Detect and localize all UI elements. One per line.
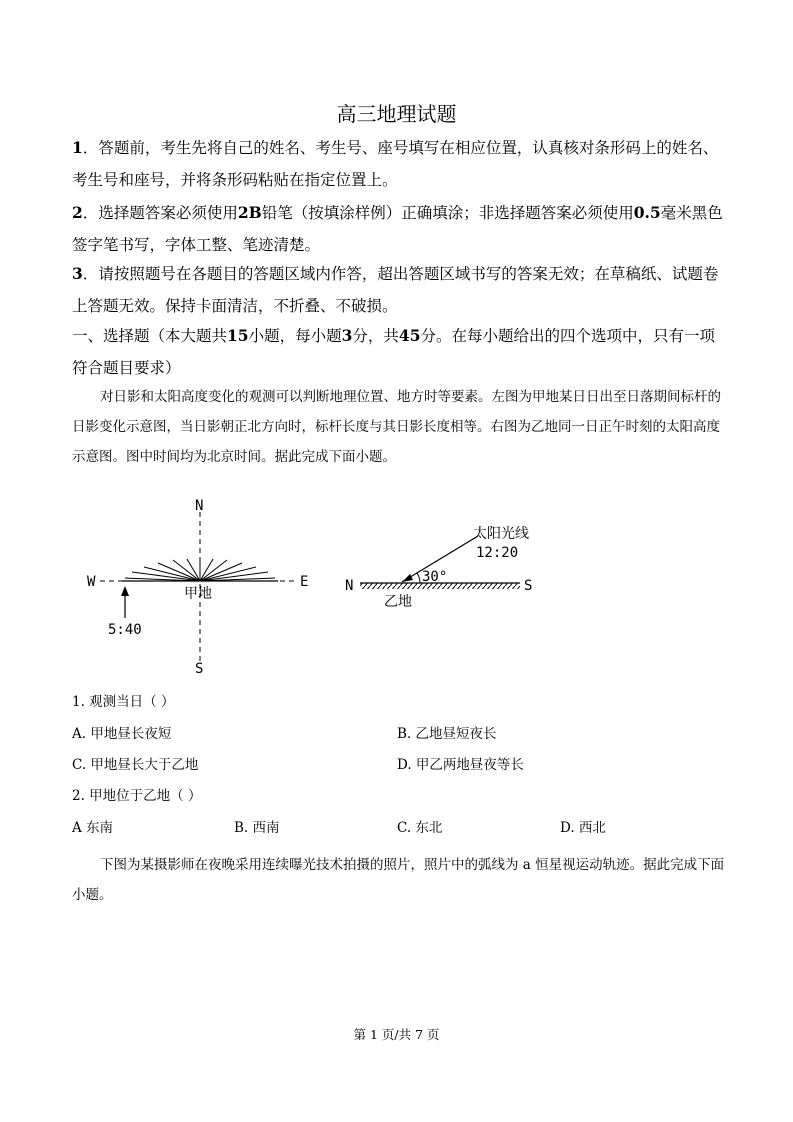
- shadow-lines: [125, 557, 275, 581]
- angle-label: 30°: [422, 569, 448, 585]
- q2-option-c[interactable]: C. 东北: [397, 820, 443, 836]
- sunrise-time: 5:40: [108, 622, 142, 638]
- q2-option-a[interactable]: A 东南: [72, 820, 114, 836]
- noon-time: 12:20: [476, 545, 519, 561]
- ray-label: 太阳光线: [473, 526, 529, 542]
- arrow-head-icon: [121, 586, 129, 596]
- rule-text: 请按照题号在各题目的答题区域内作答，超出答题区域书写的答案无效；在草稿纸、试题卷上答题无效。保持卡面清洁，不折叠、不破损。: [72, 265, 719, 315]
- q2-option-d[interactable]: D. 西北: [560, 820, 606, 836]
- north-label: N: [345, 578, 354, 594]
- shadow-diagram: [70, 490, 340, 680]
- south-label: S: [195, 661, 204, 677]
- place-label-jia: 甲地: [184, 586, 212, 602]
- rule-number: 1: [72, 138, 83, 157]
- section-heading: 一、选择题（本大题共15小题，每小题3分，共45分。在每小题给出的四个选项中，只有一项符合题目要求）: [72, 326, 716, 377]
- rule-3: 3．请按照题号在各题目的答题区域内作答，超出答题区域书写的答案无效；在草稿纸、试题卷上答题无效。保持卡面清洁，不折叠、不破损。: [72, 264, 719, 315]
- ray-arrow-icon: [402, 574, 413, 582]
- rule-emphasis: 0.5: [633, 203, 661, 222]
- east-label: E: [300, 574, 309, 590]
- question-2-stem: 2. 甲地位于乙地（ ）: [72, 788, 202, 804]
- south-label: S: [524, 578, 533, 594]
- page-footer: 第 1 页/共 7 页: [353, 1027, 440, 1042]
- west-label: W: [87, 574, 96, 590]
- q1-option-a[interactable]: A. 甲地昼长夜短: [72, 726, 172, 742]
- angle-arc: [417, 573, 420, 583]
- rule-text: 毫米黑色签字笔书写，字体工整、笔迹清楚。: [72, 204, 723, 254]
- question-1-stem: 1. 观测当日（ ）: [72, 694, 175, 710]
- rule-number: 2: [72, 203, 83, 222]
- q1-option-c[interactable]: C. 甲地昼长大于乙地: [72, 757, 199, 773]
- rule-emphasis: 2B: [237, 203, 262, 222]
- place-label-yi: 乙地: [384, 594, 412, 610]
- question-intro-1: 对日影和太阳高度变化的观测可以判断地理位置、地方时等要素。左图为甲地某日日出至日落期间标杆的日影变化示意图，当日影朝正北方向时，标杆长度与其日影长度相等。右图为乙地同一日正午时刻的太阳高度示意图。图中时间均为北京时间。据此完成下面小题。: [72, 389, 721, 465]
- q1-option-d[interactable]: D. 甲乙两地昼夜等长: [397, 757, 524, 773]
- page-title: 高三地理试题: [336, 102, 457, 126]
- rule-text: 铅笔（按填涂样例）正确填涂；非选择题答案必须使用: [261, 204, 634, 222]
- rule-text: 选择题答案必须使用: [98, 204, 238, 222]
- rule-1: 1．答题前，考生先将自己的姓名、考生号、座号填写在相应位置，认真核对条形码上的姓名、考生号和座号，并将条形码粘贴在指定位置上。: [72, 138, 719, 189]
- q1-option-b[interactable]: B. 乙地昼短夜长: [397, 726, 497, 742]
- rule-text: 答题前，考生先将自己的姓名、考生号、座号填写在相应位置，认真核对条形码上的姓名、考生号和座号，并将条形码粘贴在指定位置上。: [72, 139, 719, 189]
- sun-altitude-diagram: [340, 520, 550, 615]
- rule-2: 2．选择题答案必须使用2B铅笔（按填涂样例）正确填涂；非选择题答案必须使用0.5毫米黑色签字笔书写，字体工整、笔迹清楚。: [72, 203, 723, 254]
- question-intro-2: 下图为某摄影师在夜晚采用连续曝光技术拍摄的照片，照片中的弧线为 a 恒星视运动轨迹。据此完成下面小题。: [72, 857, 725, 903]
- q2-option-b[interactable]: B. 西南: [234, 820, 280, 836]
- rule-number: 3: [72, 264, 83, 283]
- north-label: N: [195, 498, 204, 514]
